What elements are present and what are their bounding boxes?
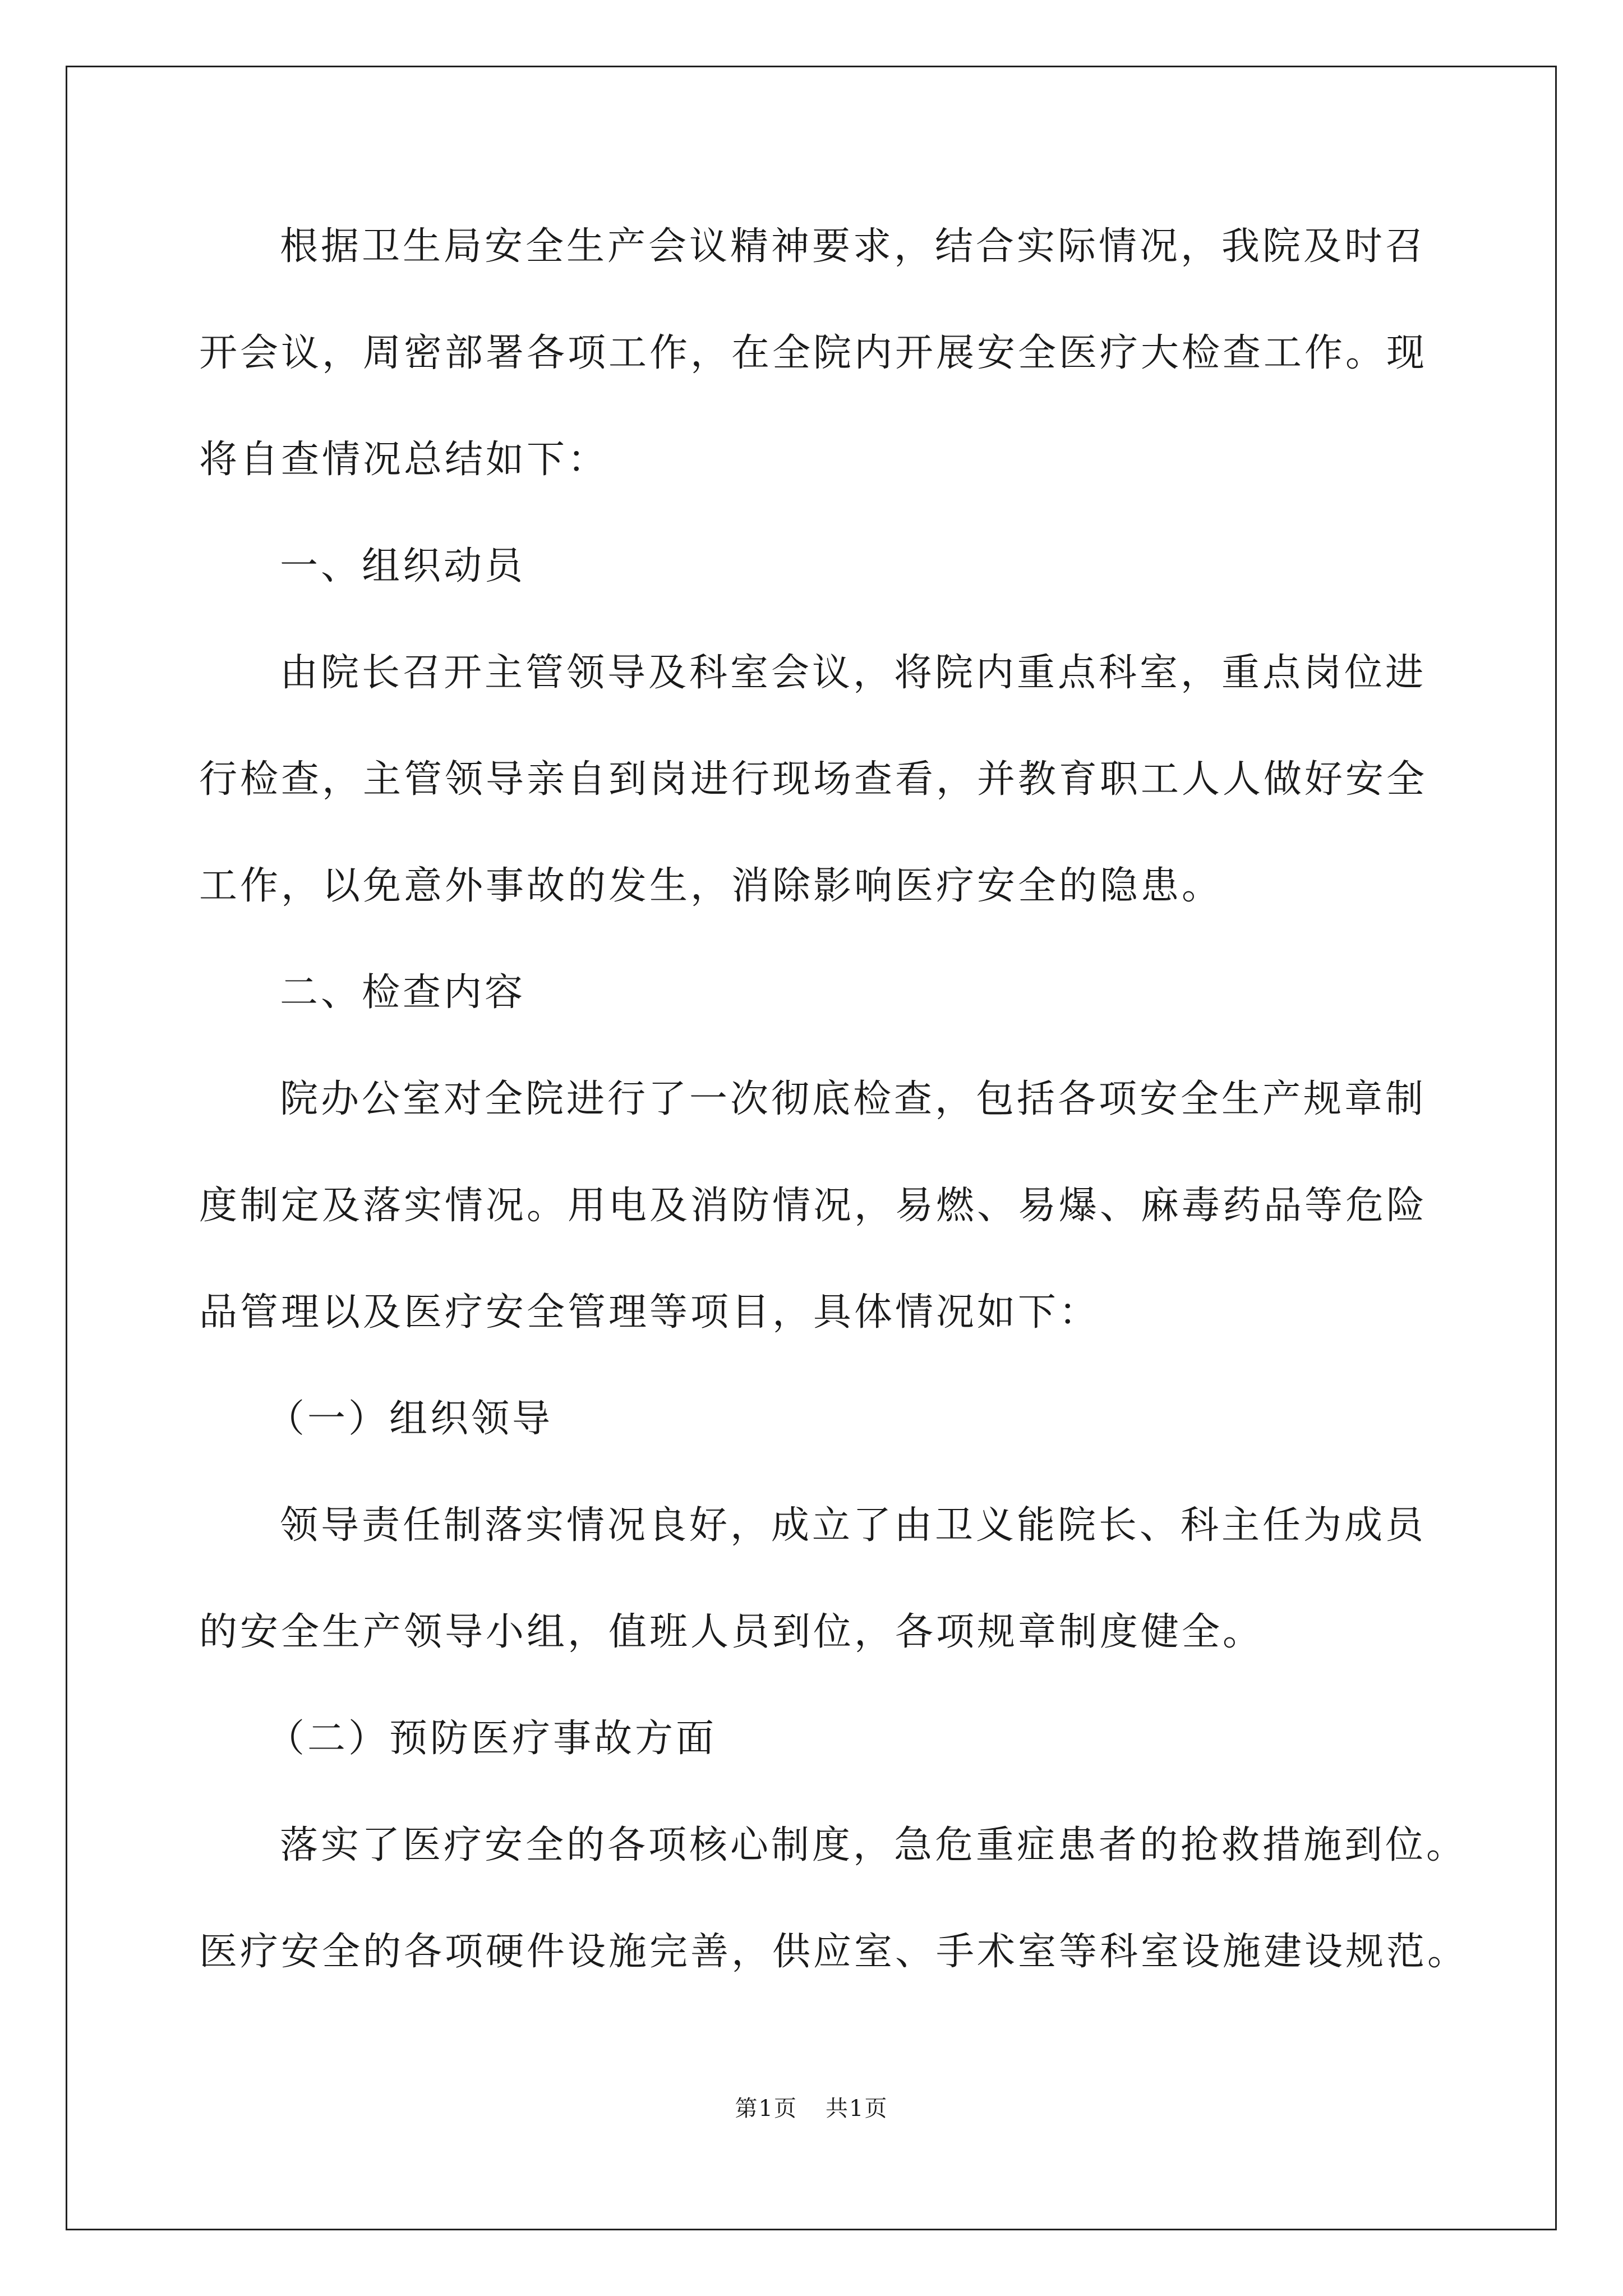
paragraph-line: 品管理以及医疗安全管理等项目，具体情况如下：	[199, 1290, 1100, 1335]
page-number: 第1页	[735, 2096, 797, 2122]
section-heading: 一、组织动员	[280, 544, 526, 588]
paragraph-line: 的安全生产领导小组，值班人员到位，各项规章制度健全。	[199, 1610, 1264, 1654]
paragraph-line: 根据卫生局安全生产会议精神要求，结合实际情况，我院及时召	[280, 224, 1427, 269]
paragraph-line: 开会议，周密部署各项工作，在全院内开展安全医疗大检查工作。现	[199, 331, 1428, 375]
paragraph-line: 院办公室对全院进行了一次彻底检查，包括各项安全生产规章制	[280, 1077, 1427, 1121]
paragraph-line: 将自查情况总结如下：	[199, 438, 609, 482]
page-border	[66, 66, 1557, 2230]
page-total: 共1页	[826, 2096, 888, 2122]
section-heading: 二、检查内容	[280, 970, 526, 1015]
paragraph-line: 由院长召开主管领导及科室会议，将院内重点科室，重点岗位进	[280, 651, 1427, 695]
paragraph-line: 落实了医疗安全的各项核心制度，急危重症患者的抢救措施到位。	[280, 1823, 1468, 1867]
paragraph-line: 医疗安全的各项硬件设施完善，供应室、手术室等科室设施建设规范。	[199, 1930, 1469, 1974]
page-footer	[0, 2095, 1623, 2122]
paragraph-line: 领导责任制落实情况良好，成立了由卫义能院长、科主任为成员	[280, 1503, 1427, 1548]
subsection-heading: （一）组织领导	[266, 1397, 554, 1441]
paragraph-line: 行检查，主管领导亲自到岗进行现场查看，并教育职工人人做好安全	[199, 757, 1428, 802]
paragraph-line: 工作，以免意外事故的发生，消除影响医疗安全的隐患。	[199, 864, 1223, 908]
subsection-heading: （二）预防医疗事故方面	[266, 1717, 717, 1761]
paragraph-line: 度制定及落实情况。用电及消防情况，易燃、易爆、麻毒药品等危险	[199, 1184, 1428, 1228]
